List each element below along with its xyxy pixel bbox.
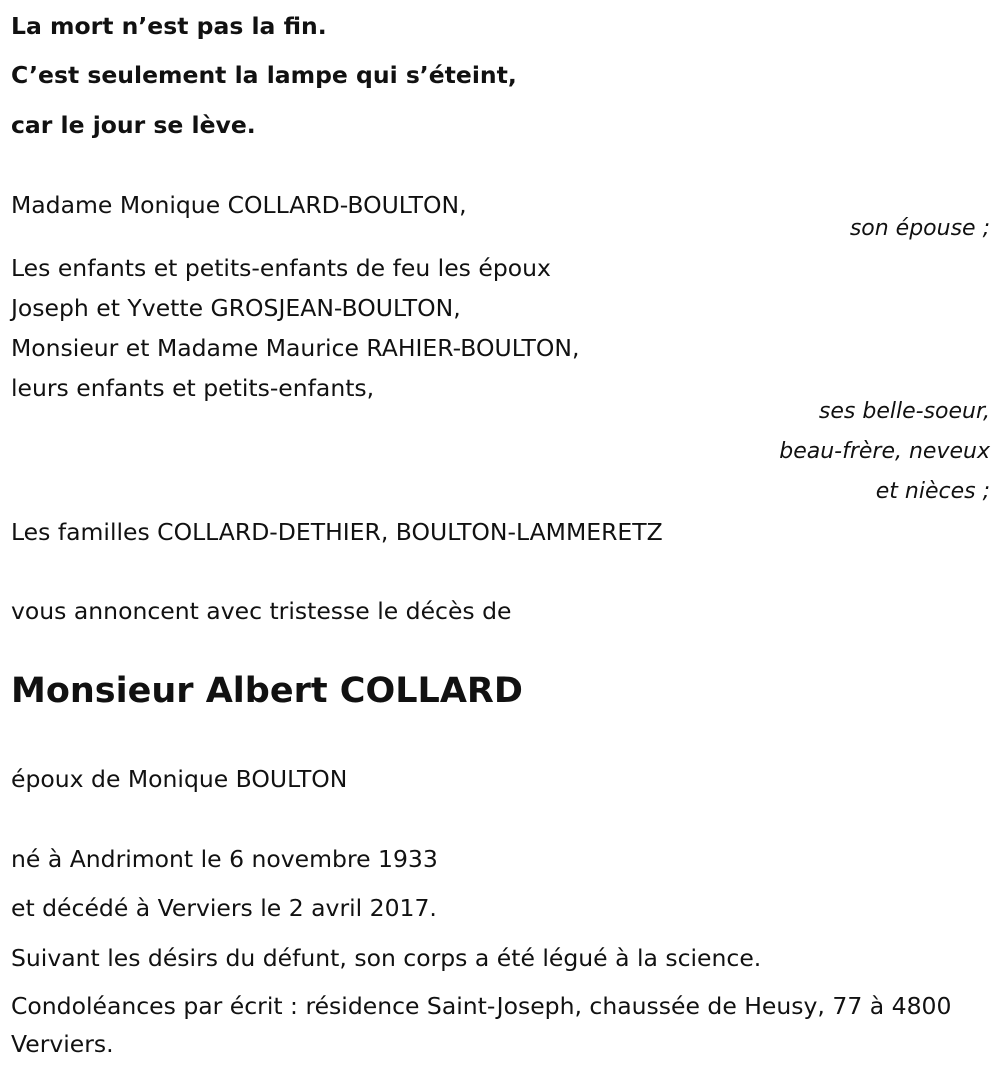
spouse-relation: son épouse ; <box>849 216 990 241</box>
birth-line: né à Andrimont le 6 novembre 1933 <box>11 845 438 873</box>
family-line-2: Joseph et Yvette GROSJEAN-BOULTON, <box>11 294 461 322</box>
families-line: Les familles COLLARD-DETHIER, BOULTON-LAMMERETZ <box>11 518 663 546</box>
family-line-4: leurs enfants et petits-enfants, <box>11 374 375 402</box>
science-line: Suivant les désirs du défunt, son corps a été légué à la science. <box>11 944 762 972</box>
family-relation-3: et nièces ; <box>875 479 990 504</box>
poem-line-1: La mort n’est pas la fin. <box>11 12 327 40</box>
deceased-name: Monsieur Albert COLLARD <box>11 671 523 711</box>
family-relation-2: beau-frère, neveux <box>779 439 990 464</box>
announce-line: vous annoncent avec tristesse le décès de <box>11 597 512 625</box>
family-line-3: Monsieur et Madame Maurice RAHIER-BOULTON, <box>11 334 580 362</box>
death-line: et décédé à Verviers le 2 avril 2017. <box>11 894 437 922</box>
family-line-1: Les enfants et petits-enfants de feu les époux <box>11 254 551 282</box>
family-relation-1: ses belle-soeur, <box>818 399 990 424</box>
condolences-text: Condoléances par écrit : résidence Saint-Joseph, chaussée de Heusy, 77 à 4800 Verviers. <box>11 992 952 1058</box>
spouse-of-line: époux de Monique BOULTON <box>11 765 348 793</box>
spouse-name: Madame Monique COLLARD-BOULTON, <box>11 191 467 219</box>
poem-line-2: C’est seulement la lampe qui s’éteint, <box>11 61 517 89</box>
poem-line-3: car le jour se lève. <box>11 111 256 139</box>
